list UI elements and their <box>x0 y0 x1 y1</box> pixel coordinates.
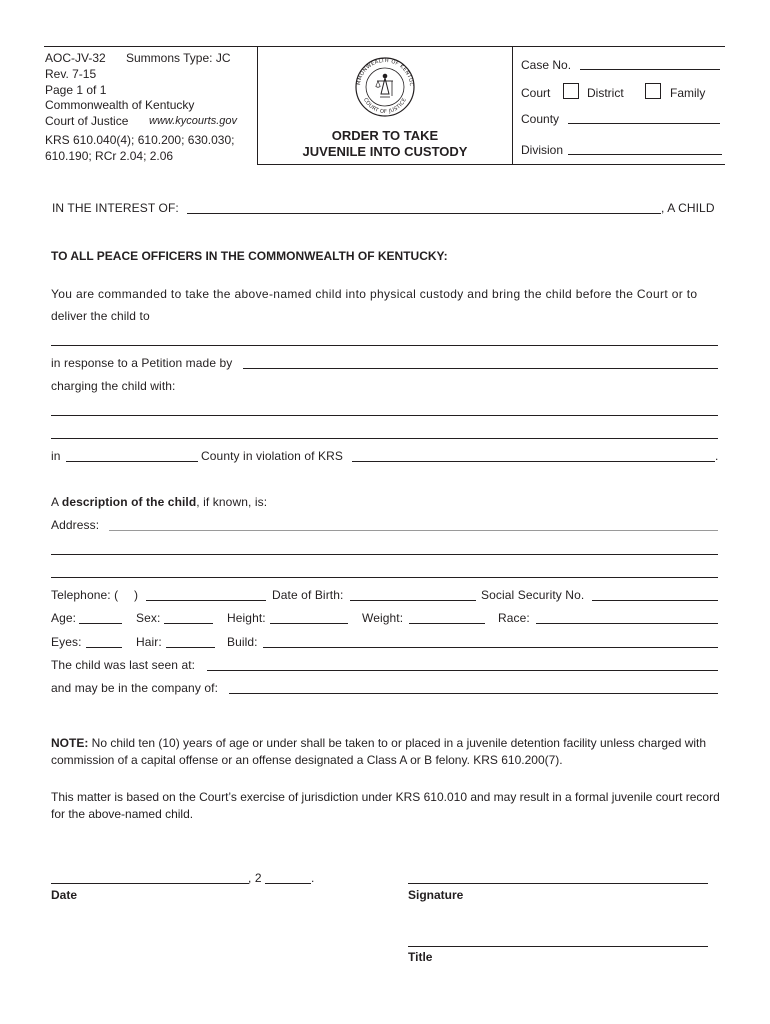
ssn-field[interactable] <box>592 600 718 601</box>
height-label: Height: <box>227 611 266 625</box>
statutes-line-1: KRS 610.040(4); 610.200; 630.030; <box>45 133 235 147</box>
header-divider-right <box>512 46 513 164</box>
court-seal <box>350 56 420 118</box>
description-bold: description of the child <box>61 495 197 509</box>
svg-text:COURT OF JUSTICE: COURT OF JUSTICE <box>361 97 409 116</box>
height-field[interactable] <box>270 623 348 624</box>
race-label: Race: <box>498 611 530 625</box>
dob-label: Date of Birth: <box>272 588 344 602</box>
date-field[interactable] <box>51 883 249 884</box>
hair-field[interactable] <box>166 647 215 648</box>
case-no-label: Case No. <box>521 58 572 72</box>
form-id: AOC-JV-32 <box>45 51 106 65</box>
form-title-line-1: ORDER TO TAKE <box>331 128 439 143</box>
note-paragraph <box>51 735 721 769</box>
petition-by-field[interactable] <box>243 368 718 369</box>
commonwealth: Commonwealth of Kentucky <box>45 98 195 112</box>
county-violation-field[interactable] <box>66 461 198 462</box>
telephone-label: Telephone: ( <box>51 588 119 602</box>
petition-label: in response to a Petition made by <box>51 356 233 370</box>
county-violation-label: County in violation of KRS <box>201 449 344 463</box>
court-label: Court <box>521 86 551 100</box>
svg-text:COMMONWEALTH OF KENTUCKY: MMONWEALTH OF KENTUC <box>355 57 415 87</box>
telephone-close: ) <box>134 588 139 602</box>
description-suffix: , if known, is: <box>196 495 268 509</box>
charging-label: charging the child with: <box>51 379 176 393</box>
build-label: Build: <box>227 635 258 649</box>
court-of-justice: Court of Justice <box>45 114 129 128</box>
header-left-bottom-rule <box>257 164 513 165</box>
district-label: District <box>587 86 624 100</box>
krs-field[interactable] <box>352 461 715 462</box>
signature-label: Signature <box>408 888 464 902</box>
website: www.kycourts.gov <box>149 115 238 127</box>
krs-period: . <box>715 449 719 463</box>
eyes-field[interactable] <box>86 647 122 648</box>
company-field[interactable] <box>229 693 718 694</box>
signature-field[interactable] <box>408 883 708 884</box>
title-field[interactable] <box>408 946 708 947</box>
division-label: Division <box>521 143 564 157</box>
statutes-line-2: 610.190; RCr 2.04; 2.06 <box>45 149 174 163</box>
revision: Rev. 7-15 <box>45 67 97 81</box>
charges-field-2[interactable] <box>51 438 718 439</box>
form-title-line-2: JUVENILE INTO CUSTODY <box>302 144 468 159</box>
hair-label: Hair: <box>136 635 162 649</box>
child-name-field[interactable] <box>187 213 661 214</box>
header-right-bottom-rule <box>512 164 725 165</box>
address-field-2[interactable] <box>51 554 718 555</box>
command-line-1: You are commanded to take the above-named child into physical custody and bring the child before the Court or to <box>51 287 698 301</box>
family-label: Family <box>670 86 706 100</box>
county-field[interactable] <box>568 123 720 124</box>
sex-field[interactable] <box>164 623 213 624</box>
eyes-label: Eyes: <box>51 635 82 649</box>
county-label: County <box>521 112 560 126</box>
interest-label: IN THE INTEREST OF: <box>52 201 179 215</box>
summons-type: Summons Type: JC <box>126 51 231 65</box>
year-field[interactable] <box>265 883 311 884</box>
weight-field[interactable] <box>409 623 485 624</box>
year-prefix: , 2 <box>248 871 262 885</box>
description-prefix: A <box>51 495 62 509</box>
case-no-field[interactable] <box>580 69 720 70</box>
dob-field[interactable] <box>350 600 476 601</box>
description-heading <box>51 495 267 509</box>
last-seen-label: The child was last seen at: <box>51 658 196 672</box>
seal-icon <box>350 56 420 118</box>
year-period: . <box>311 871 315 885</box>
weight-label: Weight: <box>362 611 404 625</box>
build-field[interactable] <box>263 647 718 648</box>
family-checkbox[interactable] <box>645 83 661 99</box>
jurisdiction-paragraph: This matter is based on the Court’s exercise of jurisdiction under KRS 610.010 and may result in a formal juvenile court record for the above-named child. <box>51 790 720 821</box>
peace-officers-heading: TO ALL PEACE OFFICERS IN THE COMMONWEALTH OF KENTUCKY: <box>51 249 448 263</box>
interest-suffix: , A CHILD <box>661 201 715 215</box>
address-field-3[interactable] <box>51 577 718 578</box>
charges-field-1[interactable] <box>51 415 718 416</box>
ssn-label: Social Security No. <box>481 588 585 602</box>
page-number: Page 1 of 1 <box>45 83 107 97</box>
district-checkbox[interactable] <box>563 83 579 99</box>
company-label: and may be in the company of: <box>51 681 218 695</box>
header-top-rule <box>44 46 725 47</box>
division-field[interactable] <box>568 154 722 155</box>
deliver-to-field[interactable] <box>51 345 718 346</box>
address-label: Address: <box>51 518 100 532</box>
last-seen-field[interactable] <box>207 670 718 671</box>
in-label: in <box>51 449 61 463</box>
age-field[interactable] <box>79 623 122 624</box>
age-label: Age: <box>51 611 77 625</box>
date-label: Date <box>51 888 78 902</box>
title-label: Title <box>408 950 433 964</box>
race-field[interactable] <box>536 623 718 624</box>
sex-label: Sex: <box>136 611 161 625</box>
address-field-1[interactable] <box>109 530 718 531</box>
note-label: NOTE: <box>51 736 89 750</box>
telephone-field[interactable] <box>146 600 266 601</box>
note-text: No child ten (10) years of age or under shall be taken to or placed in a juvenile detention facility unless charged with commission of a capital offense or an offense designated a Class A or B felony. KRS 610.200(7). <box>51 736 707 767</box>
command-line-2: deliver the child to <box>51 309 150 323</box>
